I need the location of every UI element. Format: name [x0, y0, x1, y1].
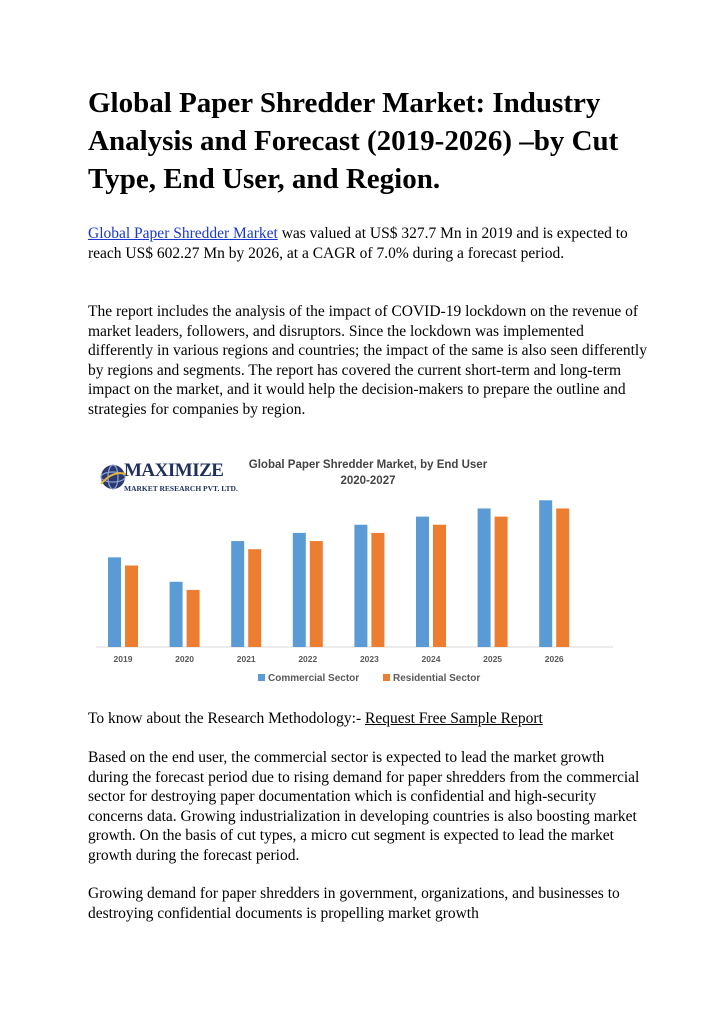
x-tick-label: 2020: [175, 654, 195, 664]
bar-commercial-2020: [170, 582, 183, 647]
market-link[interactable]: Global Paper Shredder Market: [88, 225, 278, 242]
sample-report-link[interactable]: Request Free Sample Report: [365, 710, 543, 727]
bar-residential-2025: [495, 517, 508, 647]
intro-paragraph: [88, 224, 648, 263]
document-title: Global Paper Shredder Market: Industry Analysis and Forecast (2019-2026) –by Cut Type, End User, and Region.: [88, 87, 619, 195]
end-user-paragraph: Based on the end user, the commercial sector is expected to lead the market growth during the forecast period due to rising demand for paper shredders from the commercial sector for destroying paper documentation which is confidential and high-security concerns data. Growing industrialization in developing countries is also boosting market growth. On the basis of cut types, a micro cut segment is expected to lead the market growth during the forecast period.: [88, 749, 640, 864]
x-tick-label: 2021: [236, 654, 256, 664]
chart-subtitle: 2020-2027: [340, 475, 396, 487]
bar-commercial-2023: [354, 525, 367, 647]
bar-commercial-2022: [293, 533, 306, 647]
x-tick-label: 2022: [298, 654, 318, 664]
x-tick-label: 2019: [113, 654, 133, 664]
x-tick-label: 2025: [483, 654, 503, 664]
chart-figure: [88, 444, 636, 694]
legend-residential-swatch: [383, 674, 390, 681]
bar-residential-2024: [433, 525, 446, 647]
intro-text: was valued at US$ 327.7 Mn in 2019 and is expected to reach US$ 602.27 Mn by 2026, at a CAGR of 7.0% during a forecast period.: [88, 225, 628, 262]
bar-residential-2020: [187, 590, 200, 647]
covid-paragraph: The report includes the analysis of the impact of COVID-19 lockdown on the revenue of market leaders, followers, and disruptors. Since the lockdown was implemented differently in various regions and countries; the impact of the same is also seen differently by regions and segments. The report has covered the current short-term and long-term impact on the market, and it would help the decision-makers to prepare the outline and strategies for companies by region.: [88, 303, 647, 418]
bar-residential-2019: [125, 566, 138, 648]
bar-chart: [88, 444, 636, 694]
bar-commercial-2026: [539, 500, 552, 647]
legend-commercial-label: Commercial Sector: [268, 673, 360, 684]
bar-residential-2026: [556, 508, 569, 647]
x-tick-label: 2026: [544, 654, 564, 664]
bar-commercial-2021: [231, 541, 244, 647]
bar-residential-2022: [310, 541, 323, 647]
demand-paragraph: Growing demand for paper shredders in government, organizations, and businesses to destroying confidential documents is propelling market growth: [88, 885, 620, 922]
chart-title: Global Paper Shredder Market, by End User: [248, 459, 488, 471]
logo-name: MAXIMIZE: [124, 460, 224, 481]
bar-commercial-2019: [108, 557, 121, 647]
x-tick-label: 2024: [421, 654, 441, 664]
bar-commercial-2025: [478, 508, 491, 647]
legend-commercial-swatch: [258, 674, 265, 681]
bar-commercial-2024: [416, 517, 429, 647]
legend-residential-label: Residential Sector: [393, 673, 481, 684]
logo-subtitle: MARKET RESEARCH PVT. LTD.: [124, 484, 238, 493]
bar-residential-2021: [248, 549, 261, 647]
methodology-text: To know about the Research Methodology:-: [88, 710, 365, 727]
methodology-paragraph: [88, 709, 648, 729]
bar-residential-2023: [371, 533, 384, 647]
x-tick-label: 2023: [359, 654, 379, 664]
